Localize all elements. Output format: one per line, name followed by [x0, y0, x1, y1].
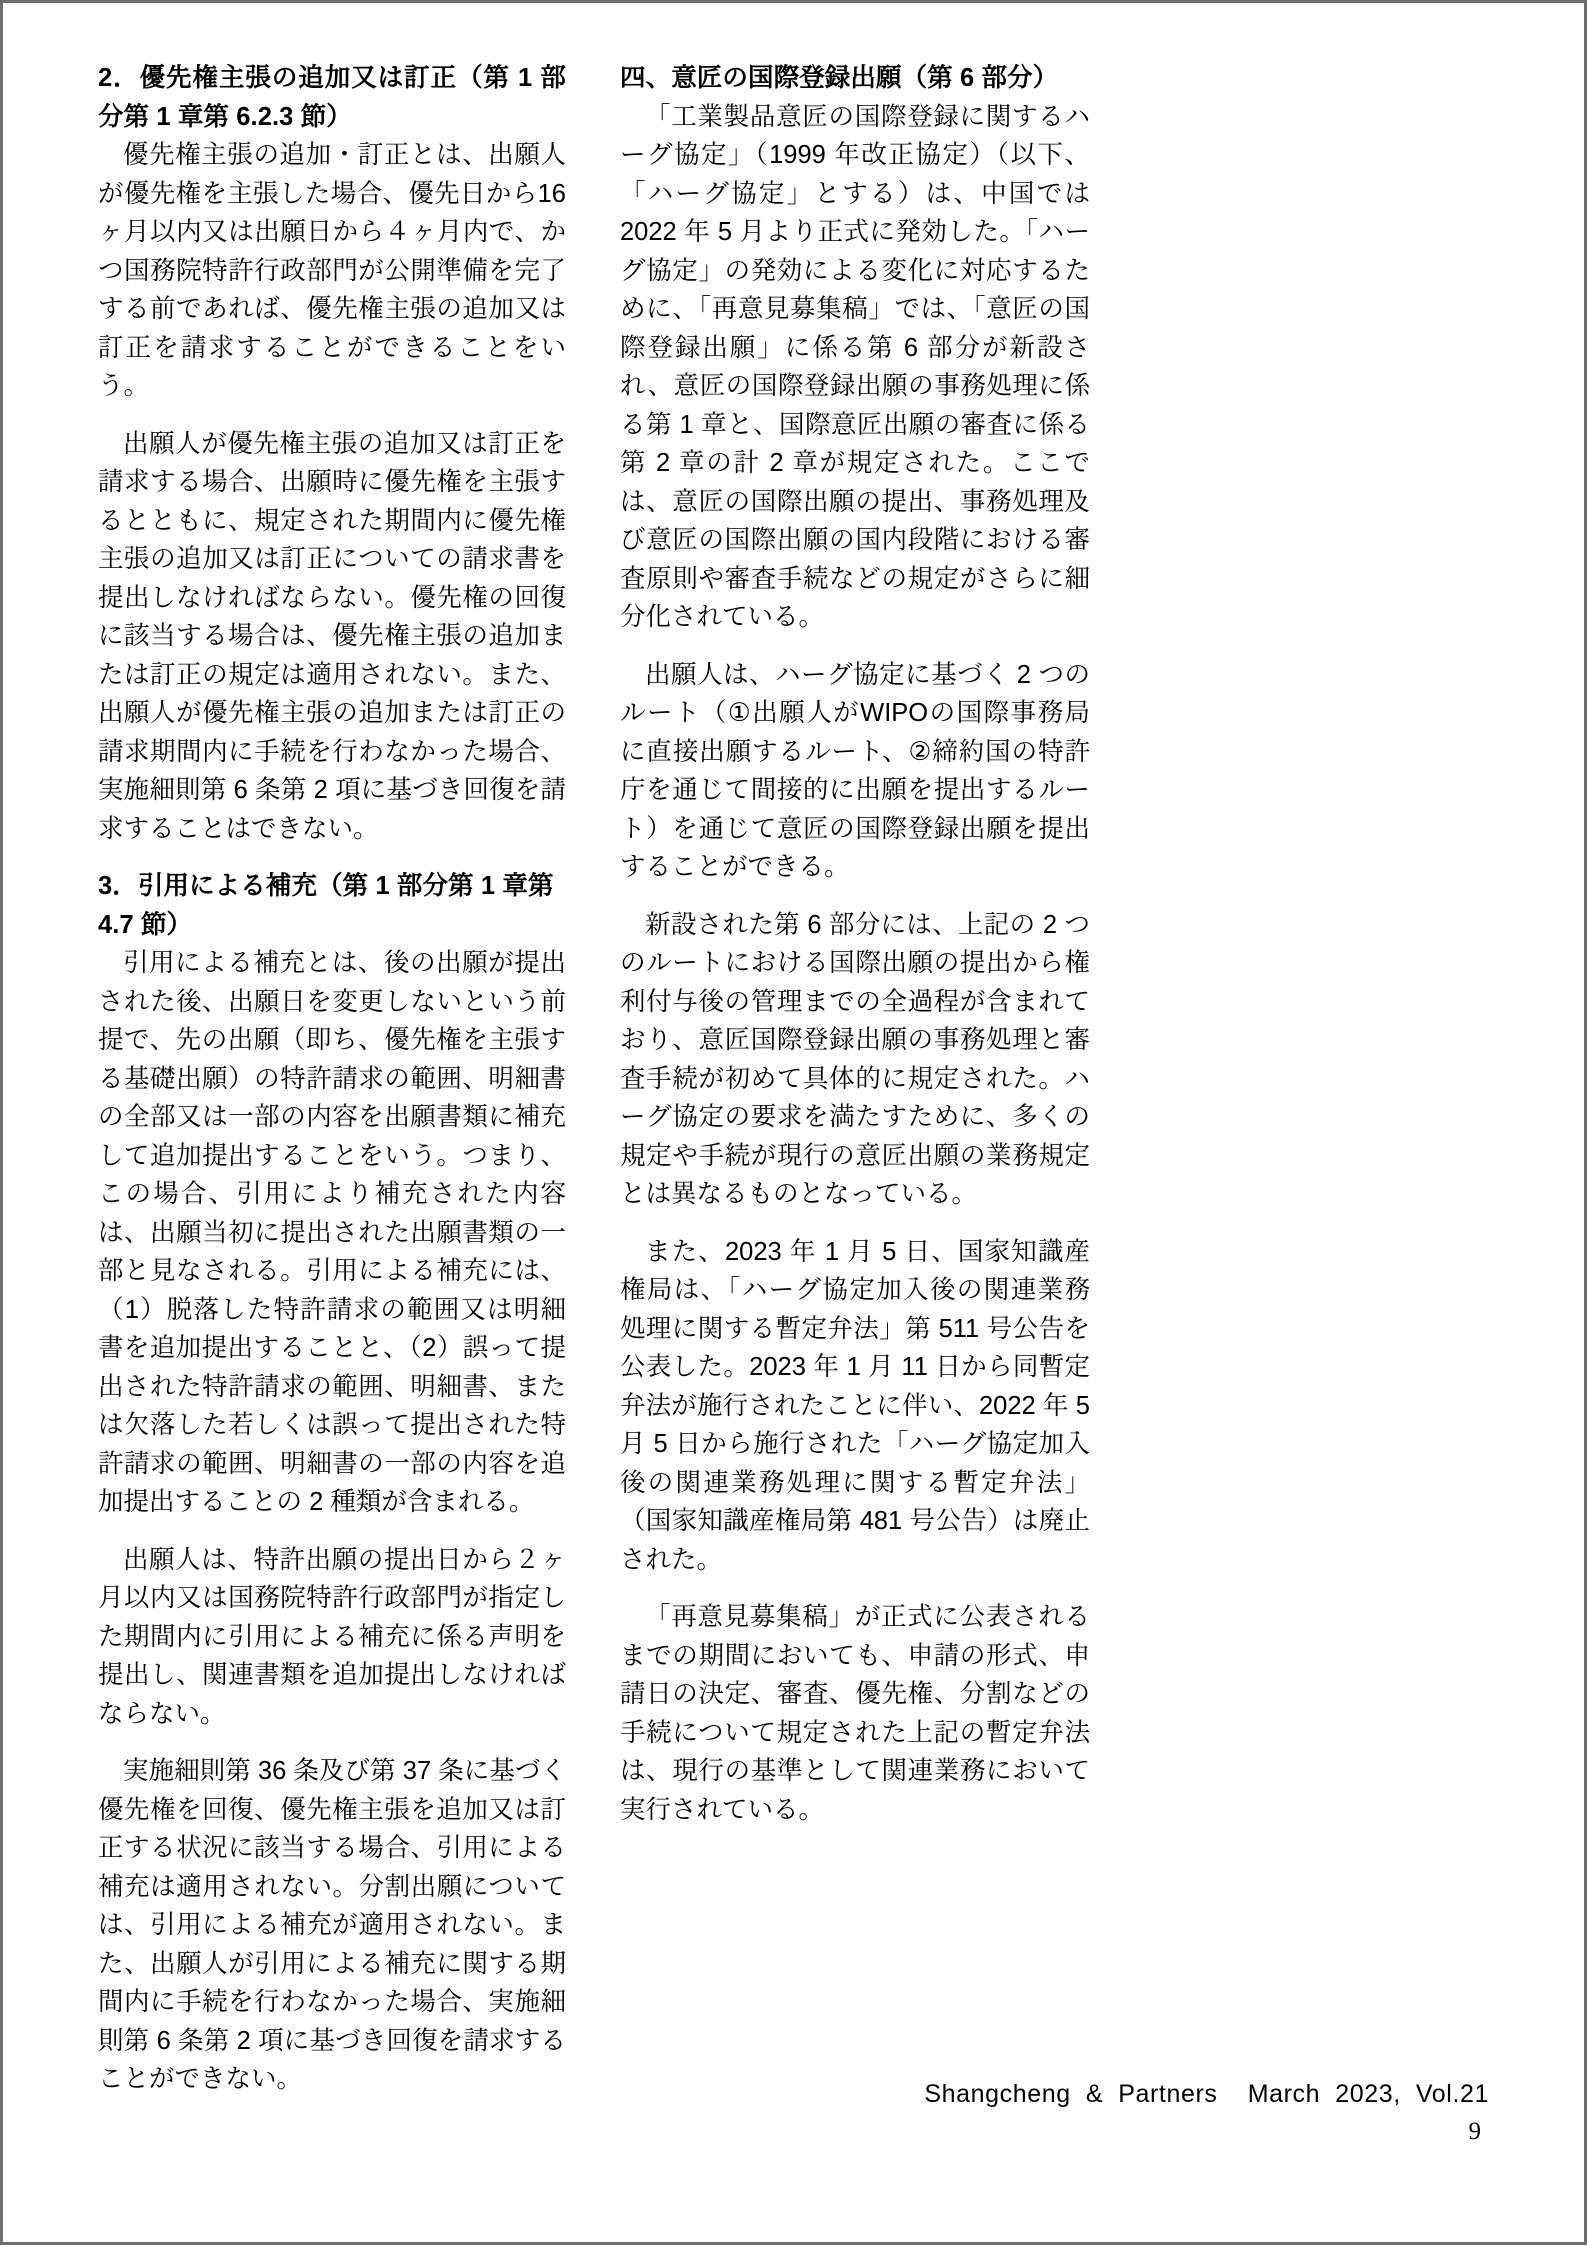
- section-4-paragraph-1: 「工業製品意匠の国際登録に関するハーグ協定」（1999 年改正協定）（以下、「ハーグ協定」とする）は、中国では 2022 年 5 月より正式に発効した。「ハーグ協定」の発効による変化に対応するために、「再意見募集稿」では、「意匠の国際登録出願」に係る第 6 部分が新設され、意匠の国際登録出願の事務処理に係る第 1 章と、国際意匠出願の審査に係る第 2 章の計 2 章が規定された。ここでは、意匠の国際出願の提出、事務処理及び意匠の国際出願の国内段階における審査原則や審査手続などの規定がさらに細分化されている。: [620, 102, 1090, 631]
- section-2-paragraph-2: 出願人が優先権主張の追加又は訂正を請求する場合、出願時に優先権を主張するとともに、規定された期間内に優先権主張の追加又は訂正についての請求書を提出しなければならない。優先権の回復に該当する場合は、優先権主張の追加または訂正の規定は適用されない。また、出願人が優先権主張の追加または訂正の請求期間内に手続を行わなかった場合、実施細則第 6 条第 2 項に基づき回復を請求することはできない。: [98, 429, 566, 843]
- section-heading-3: 3．引用による補充（第 1 部分第 1 章第 4.7 節）: [98, 872, 554, 939]
- footer-page-number: 9: [1468, 2118, 1481, 2145]
- two-column-content: [98, 59, 1498, 2093]
- section-3-paragraph-3: 実施細則第 36 条及び第 37 条に基づく優先権を回復、優先権主張を追加又は訂正する状況に該当する場合、引用による補充は適用されない。分割出願については、引用による補充が適用されない。また、出願人が引用による補充に関する期間内に手続を行わなかった場合、実施細則第 6 条第 2 項に基づき回復を請求することができない。: [98, 1757, 566, 2093]
- section-2-paragraph-1: 優先権主張の追加・訂正とは、出願人が優先権を主張した場合、優先日から16ヶ月以内又は出願日から４ヶ月内で、かつ国務院特許行政部門が公開準備を完了する前であれば、優先権主張の追加又は訂正を請求することができることをいう。: [98, 141, 566, 400]
- page-footer: [98, 2074, 1489, 2150]
- left-column: [98, 59, 566, 2093]
- section-heading-2: 2．優先権主張の追加又は訂正（第 1 部分第 1 章第 6.2.3 節）: [98, 64, 566, 131]
- section-4-paragraph-3: 新設された第 6 部分には、上記の 2 つのルートにおける国際出願の提出から権利付与後の管理までの全過程が含まれており、意匠国際登録出願の事務処理と審査手続が初めて具体的に規定された。ハーグ協定の要求を満たすために、多くの規定や手続が現行の意匠出願の業務規定とは異なるものとなっている。: [620, 910, 1090, 1208]
- section-4-paragraph-4: また、2023 年 1 月 5 日、国家知識産権局は、「ハーグ協定加入後の関連業務処理に関する暫定弁法」第 511 号公告を公表した。2023 年 1 月 11 日から同暫定弁法が施行されたことに伴い、2022 年 5 月 5 日から施行された「ハーグ協定加入後の関連業務処理に関する暫定弁法」（国家知識産権局第 481 号公告）は廃止された。: [620, 1237, 1090, 1574]
- section-heading-4: 四、意匠の国際登録出願（第 6 部分）: [620, 64, 1059, 92]
- right-column: [620, 59, 1090, 2059]
- section-4-paragraph-2: 出願人は、ハーグ協定に基づく 2 つのルート（①出願人がWIPOの国際事務局に直接出願するルート、②締約国の特許庁を通じて間接的に出願を提出するルート）を通じて意匠の国際登録出願を提出することができる。: [620, 660, 1090, 881]
- section-4-paragraph-5: 「再意見募集稿」が正式に公表されるまでの期間においても、申請の形式、申請日の決定、審査、優先権、分割などの手続について規定された上記の暫定弁法は、現行の基準として関連業務において実行されている。: [620, 1603, 1090, 1824]
- section-3-paragraph-2: 出願人は、特許出願の提出日から２ヶ月以内又は国務院特許行政部門が指定した期間内に引用による補充に係る声明を提出し、関連書類を追加提出しなければならない。: [98, 1545, 566, 1728]
- footer-firm-line: Shangcheng & Partners March 2023, Vol.21: [924, 2080, 1489, 2108]
- section-3-paragraph-1: 引用による補充とは、後の出願が提出された後、出願日を変更しないという前提で、先の出願（即ち、優先権を主張する基礎出願）の特許請求の範囲、明細書の全部又は一部の内容を出願書類に補充して追加提出することをいう。つまり、この場合、引用により補充された内容は、出願当初に提出された出願書類の一部と見なされる。引用による補充には、（1）脱落した特許請求の範囲又は明細書を追加提出することと、（2）誤って提出された特許請求の範囲、明細書、または欠落した若しくは誤って提出された特許請求の範囲、明細書の一部の内容を追加提出することの 2 種類が含まれる。: [98, 949, 566, 1516]
